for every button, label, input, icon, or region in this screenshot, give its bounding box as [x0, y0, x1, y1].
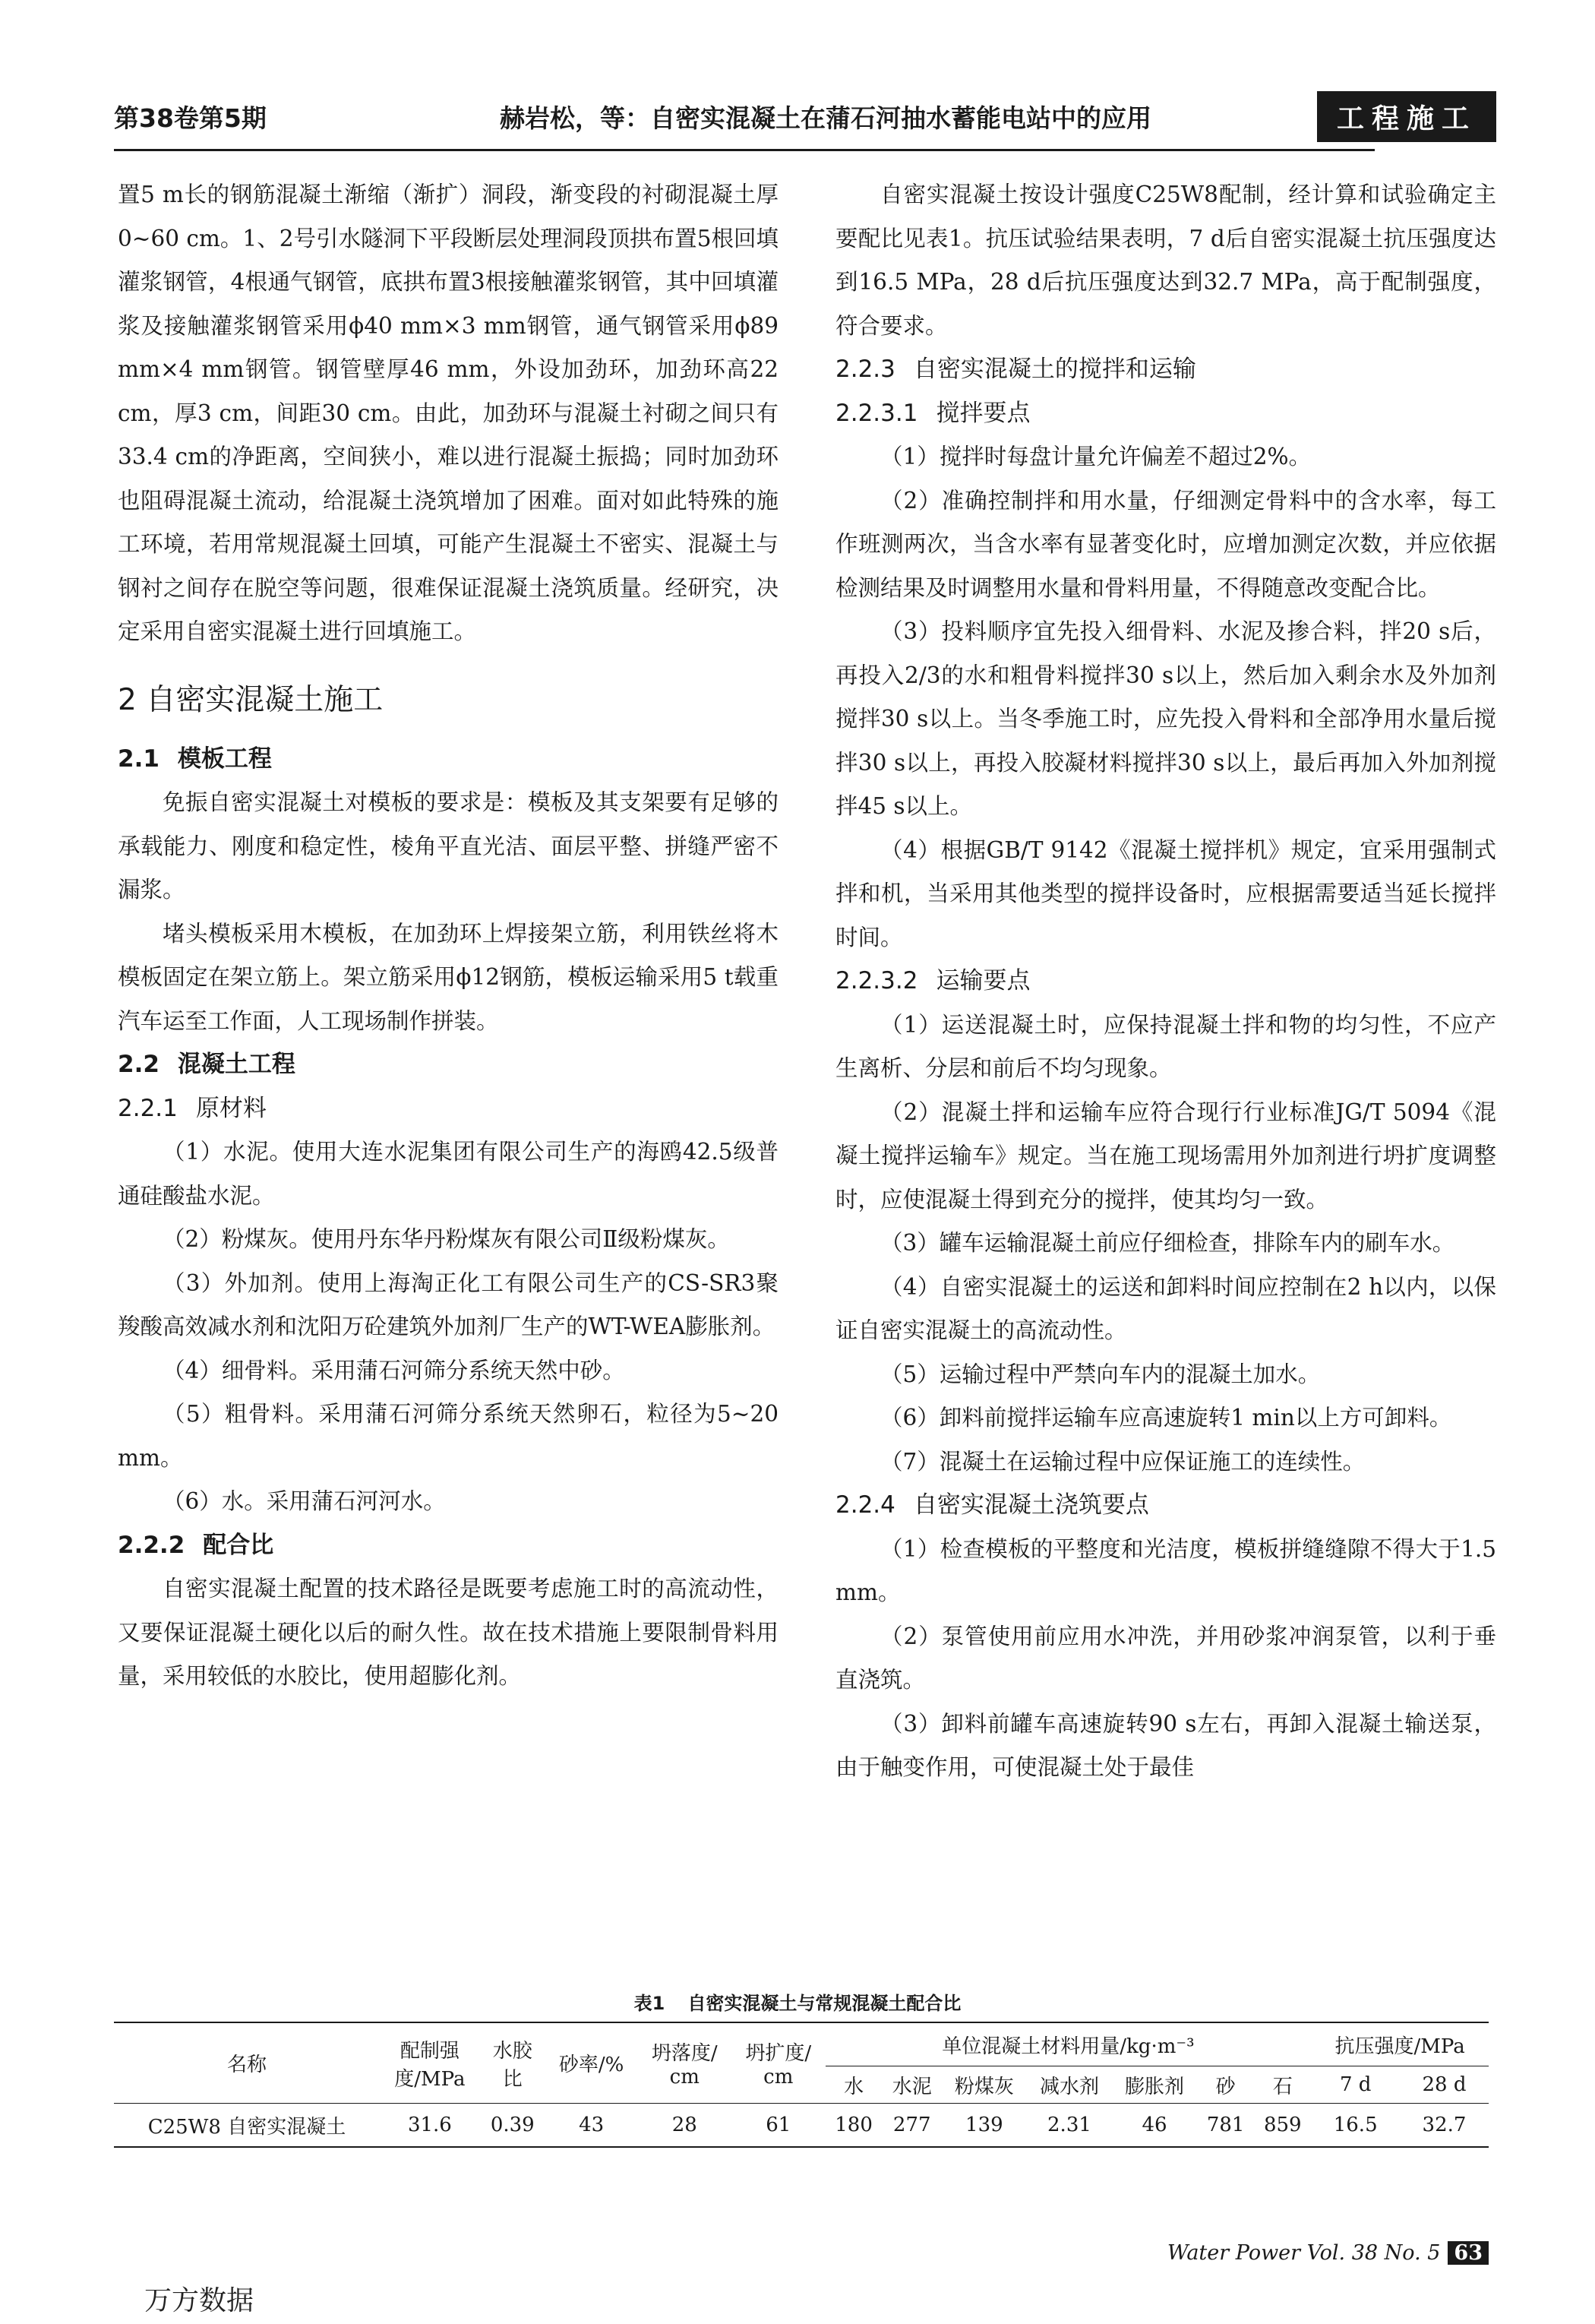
subheader: 砂: [1215, 2075, 1236, 2098]
col-header-wb: [480, 2022, 545, 2104]
list-item: （5）运输过程中严禁向车内的混凝土加水。: [880, 1361, 1321, 1387]
header-line: 水胶: [492, 2039, 532, 2063]
list-item: （4）根据GB/T 9142《混凝土搅拌机》规定，宜采用强制式拌和机，当采用其他类型的搅拌设备时，应根据需要适当延长搅拌时间。: [835, 836, 1496, 950]
running-title: 赫岩松，等：自密实混凝土在蒲石河抽水蓄能电站中的应用: [500, 103, 1151, 133]
cell: 781: [1197, 2104, 1254, 2148]
watermark: 万方数据: [144, 2285, 254, 2316]
heading-title: 搅拌要点: [936, 399, 1031, 427]
list-item: （2）粉煤灰。使用丹东华丹粉煤灰有限公司Ⅱ级粉煤灰。: [163, 1226, 730, 1252]
heading-number: 2.2.4: [835, 1491, 895, 1519]
cell: 32.7: [1400, 2104, 1489, 2148]
heading-title: 自密实混凝土的搅拌和运输: [913, 356, 1196, 383]
col-header-sand-ratio: 砂率/%: [545, 2022, 638, 2104]
heading-title: 混凝土工程: [177, 1051, 295, 1078]
heading-title: 模板工程: [177, 745, 272, 773]
list-item: （6）卸料前搅拌运输车应高速旋转1 min以上方可卸料。: [880, 1405, 1452, 1431]
col-group-unit-material: 单位混凝土材料用量/kg·m⁻³: [826, 2022, 1312, 2066]
subheader: 粉煤灰: [954, 2075, 1014, 2098]
issue-label: 第38卷第5期: [114, 103, 267, 133]
subsubsection-heading: [835, 960, 1496, 1004]
cell: C25W8 自密实混凝土: [114, 2104, 380, 2148]
subsubsection-heading: [835, 1484, 1496, 1528]
heading-number: 2.2.3.2: [835, 967, 918, 994]
cell: 139: [942, 2104, 1027, 2148]
paragraph: 自密实混凝土配置的技术路径是既要考虑施工时的高流动性，又要保证混凝土硬化以后的耐久性。故在技术措施上要限制骨料用量，采用较低的水胶比，使用超膨化剂。: [118, 1576, 779, 1689]
cell: 180: [826, 2104, 883, 2148]
cell: 61: [731, 2104, 826, 2148]
subheader: 石: [1272, 2075, 1293, 2098]
header-line: cm: [763, 2066, 794, 2088]
list-item: （6）水。采用蒲石河河水。: [163, 1488, 446, 1514]
cell: 43: [545, 2104, 638, 2148]
heading-number: 2.2: [118, 1051, 160, 1078]
subsection-heading: [118, 1043, 779, 1087]
table-number: 表1: [633, 1993, 665, 2014]
list-item: （3）卸料前罐车高速旋转90 s左右，再卸入混凝土输送泵，由于触变作用，可使混凝土处于最佳: [835, 1710, 1496, 1780]
cell: 0.39: [480, 2104, 545, 2148]
section-heading: 2 自密实混凝土施工: [118, 682, 384, 717]
cell: 28: [638, 2104, 732, 2148]
list-item: （1）搅拌时每盘计量允许偏差不超过2%。: [880, 444, 1312, 470]
subsection-heading: [118, 738, 779, 782]
list-item: （2）混凝土拌和运输车应符合现行行业标准JG/T 5094《混凝土搅拌运输车》规定。当在施工现场需用外加剂进行坍扩度调整时，应使混凝土得到充分的搅拌，使其均匀一致。: [835, 1099, 1496, 1213]
heading-number: 2.1: [118, 745, 160, 773]
list-item: （3）外加剂。使用上海淘正化工有限公司生产的CS-SR3聚羧酸高效减水剂和沈阳万砼建筑外加剂厂生产的WT-WEA膨胀剂。: [118, 1270, 779, 1339]
list-item: （2）泵管使用前应用水冲洗，并用砂浆冲润泵管，以利于垂直浇筑。: [835, 1623, 1496, 1693]
heading-number: 2.2.1: [118, 1094, 178, 1122]
header-line: 度/MPa: [394, 2067, 466, 2091]
page-footer: [1167, 2241, 1489, 2265]
col-header-strength: [380, 2022, 480, 2104]
paragraph: 免振自密实混凝土对模板的要求是：模板及其支架要有足够的承载能力、刚度和稳定性，棱角平直光洁、面层平整、拼缝严密不漏浆。: [118, 789, 779, 903]
table-title: 自密实混凝土与常规混凝土配合比: [687, 1993, 962, 2014]
heading-title: 自密实混凝土浇筑要点: [913, 1491, 1149, 1519]
cell: 31.6: [380, 2104, 480, 2148]
col-group-compressive-strength: 抗压强度/MPa: [1311, 2022, 1489, 2066]
list-item: （3）罐车运输混凝土前应仔细检查，排除车内的刷车水。: [880, 1230, 1455, 1256]
cell: 46: [1112, 2104, 1197, 2148]
list-item: （5）粗骨料。采用蒲石河筛分系统天然卵石，粒径为5~20 mm。: [118, 1401, 779, 1471]
list-item: （3）投料顺序宜先投入细骨料、水泥及掺合料，拌20 s后，再投入2/3的水和粗骨料搅拌30 s以上，然后加入剩余水及外加剂搅拌30 s以上。当冬季施工时，应先投入骨料和全部净用水量后搅拌30 s以上，再投入胶凝材料搅拌30 s以上，最后再加入外加剂搅拌45 s以上。: [835, 618, 1496, 819]
subheader: 膨胀剂: [1125, 2075, 1185, 2098]
paragraph: 自密实混凝土按设计强度C25W8配制，经计算和试验确定主要配比见表1。抗压试验结果表明，7 d后自密实混凝土抗压强度达到16.5 MPa，28 d后抗压强度达到32.7 MPa，高于配制强度，符合要求。: [835, 182, 1496, 339]
subheader: 7 d: [1339, 2073, 1372, 2096]
col-header-name: 名称: [114, 2022, 380, 2104]
subsubsection-heading: [118, 1087, 779, 1131]
cell: 16.5: [1311, 2104, 1400, 2148]
left-column: [118, 173, 779, 1699]
cell: 2.31: [1027, 2104, 1112, 2148]
table-caption: [0, 1988, 1595, 2015]
page-number: 63: [1448, 2241, 1489, 2265]
section-tag: 工程施工: [1317, 91, 1496, 142]
running-header: [114, 91, 1496, 150]
subheader: 减水剂: [1039, 2075, 1099, 2098]
journal-label: Water Power Vol. 38 No. 5: [1167, 2241, 1441, 2265]
heading-number: 2.2.3.1: [835, 399, 918, 427]
list-item: （4）细骨料。采用蒲石河筛分系统天然中砂。: [163, 1357, 625, 1383]
list-item: （1）水泥。使用大连水泥集团有限公司生产的海鸥42.5级普通硅酸盐水泥。: [118, 1139, 779, 1209]
heading-title: 配合比: [203, 1531, 274, 1559]
col-header-slump: [638, 2022, 732, 2104]
paragraph: 堵头模板采用木模板，在加劲环上焊接架立筋，利用铁丝将木模板固定在架立筋上。架立筋采用ϕ12钢筋，模板运输采用5 t载重汽车运至工作面，人工现场制作拼装。: [118, 920, 779, 1034]
subsubsection-heading: [835, 392, 1496, 436]
subsubsection-heading: [835, 348, 1496, 392]
heading-number: 2.2.3: [835, 356, 895, 383]
list-item: （1）运送混凝土时，应保持混凝土拌和物的均匀性，不应产生离析、分层和前后不均匀现象。: [835, 1011, 1496, 1081]
list-item: （4）自密实混凝土的运送和卸料时间应控制在2 h以内，以保证自密实混凝土的高流动性。: [835, 1273, 1496, 1343]
heading-number: 2.2.2: [118, 1531, 185, 1559]
header-line: 配制强: [400, 2039, 460, 2063]
col-header-spread: [731, 2022, 826, 2104]
subheader: 水: [844, 2075, 864, 2098]
header-line: cm: [669, 2066, 700, 2088]
list-item: （2）准确控制拌和用水量，仔细测定骨料中的含水率，每工作班测两次，当含水率有显著变化时，应增加测定次数，并应依据检测结果及时调整用水量和骨料用量，不得随意改变配合比。: [835, 487, 1496, 601]
paragraph: 置5 m长的钢筋混凝土渐缩（渐扩）洞段，渐变段的衬砌混凝土厚0~60 cm。1、2号引水隧洞下平段断层处理洞段顶拱布置5根回填灌浆钢管，4根通气钢管，底拱布置3根接触灌浆钢管，其中回填灌浆及接触灌浆钢管采用ϕ40 mm×3 mm钢管，通气钢管采用ϕ89 mm×4 mm钢管。钢管壁厚46 mm，外设加劲环，加劲环高22 cm，厚3 cm，间距30 cm。由此，加劲环与混凝土衬砌之间只有33.4 cm的净距离，空间狭小，难以进行混凝土振捣；同时加劲环也阻碍混凝土流动，给混凝土浇筑增加了困难。面对如此特殊的施工环境，若用常规混凝土回填，可能产生混凝土不密实、混凝土与钢衬之间存在脱空等问题，很难保证混凝土浇筑质量。经研究，决定采用自密实混凝土进行回填施工。: [118, 182, 779, 644]
list-item: （7）混凝土在运输过程中应保证施工的连续性。: [880, 1448, 1366, 1475]
right-column: [835, 173, 1496, 1790]
subsection-heading: [118, 1524, 779, 1568]
heading-title: 原材料: [195, 1094, 267, 1122]
heading-title: 运输要点: [936, 967, 1031, 994]
subheader: 水泥: [892, 2075, 932, 2098]
header-line: 坍落度/: [651, 2042, 718, 2065]
table-header-row: [114, 2022, 1489, 2066]
table-row: [114, 2104, 1489, 2148]
cell: 859: [1254, 2104, 1311, 2148]
header-line: 比: [502, 2067, 523, 2091]
mix-proportion-table: [114, 2022, 1489, 2148]
subheader: 28 d: [1422, 2073, 1467, 2096]
list-item: （1）检查模板的平整度和光洁度，模板拼缝缝隙不得大于1.5 mm。: [835, 1535, 1496, 1605]
cell: 277: [883, 2104, 942, 2148]
header-rule: [114, 149, 1375, 151]
header-line: 坍扩度/: [745, 2042, 812, 2065]
